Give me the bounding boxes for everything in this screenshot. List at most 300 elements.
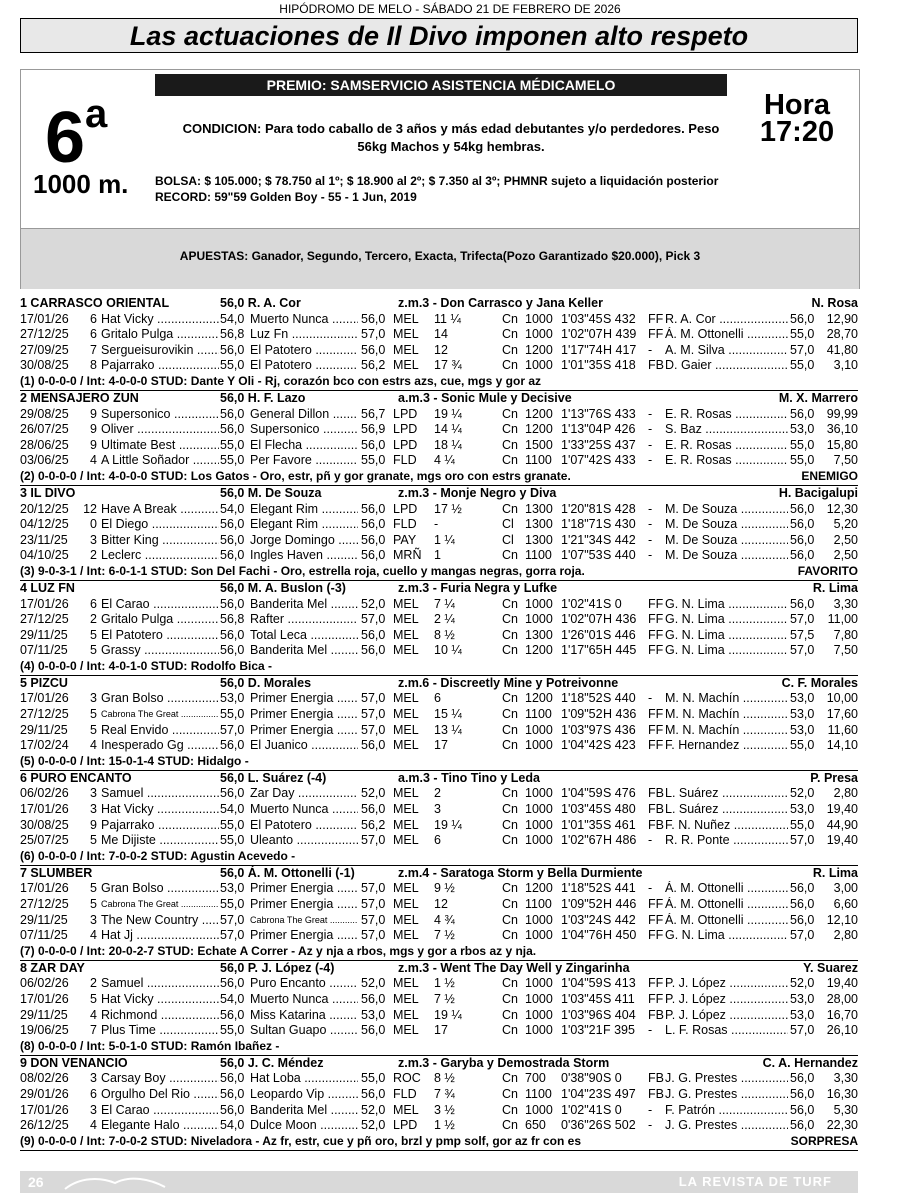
stud-info: (6) 0-0-0-0 / Int: 7-0-0-2 STUD: Agustin Acevedo -: [20, 848, 296, 863]
rider-weight: 55,0: [790, 327, 815, 342]
runner-weight: 56,0: [361, 991, 386, 1006]
rider-weight: 56,0: [790, 897, 815, 911]
shoe-weight: S 502: [603, 1118, 636, 1133]
winner-horse: Orgulho Del Rio .....: [101, 1087, 219, 1103]
winner-horse: Gritalo Pulga .....: [101, 327, 219, 343]
shoe-weight: S 411: [603, 991, 635, 1006]
flag: -: [648, 406, 653, 421]
hipodromo: LPD: [393, 1118, 418, 1133]
trainer: R. Lima: [812, 865, 858, 880]
runner-weight: 56,0: [361, 738, 386, 753]
race-date: 04/10/25: [20, 548, 69, 563]
rider-weight: 53,0: [790, 991, 815, 1006]
hipodromo: MEL: [393, 1007, 419, 1022]
margin: 19 ¼: [434, 1007, 462, 1022]
rider-weight: 55,0: [790, 358, 815, 373]
odds: 15,80: [826, 437, 858, 452]
race-time: 1'03"96: [561, 1007, 603, 1022]
rider-weight: 52,0: [790, 786, 815, 801]
flag: -: [648, 342, 653, 357]
past-race-row: [20, 802, 858, 818]
rider-weight: 56,0: [790, 881, 815, 896]
race-time: 1'09"52: [561, 707, 603, 722]
rider: G. N. Lima .....: [665, 628, 788, 644]
track-type: Cn: [502, 1102, 518, 1117]
rider-weight: 55,0: [790, 437, 815, 452]
page-header: HIPÓDROMO DE MELO - SÁBADO 21 DE FEBRERO DE 2026: [279, 2, 621, 16]
winner-weight: 55,0: [220, 1023, 245, 1038]
track-type: Cn: [502, 342, 518, 357]
track-type: Cn: [502, 548, 518, 563]
past-race-row: [20, 327, 858, 343]
race-date: 30/08/25: [20, 358, 69, 373]
race-time: 1'03"45: [561, 991, 603, 1006]
winner-weight: 56,0: [220, 532, 245, 547]
shoe-weight: S 441: [603, 881, 636, 896]
runner-up: Puro Encanto .....: [250, 976, 358, 992]
winner-weight: 53,0: [220, 691, 245, 706]
odds: 41,80: [826, 342, 858, 357]
runner-weight: 52,0: [361, 976, 386, 991]
margin: 1 ½: [434, 976, 455, 991]
runner-up: Luz Fn .....: [250, 327, 358, 343]
winner-horse: Gran Bolso .....: [101, 691, 219, 707]
runner-up: El Juanico .....: [250, 738, 358, 754]
race-distance-m: 1000: [525, 722, 553, 737]
runner-up: El Flecha .....: [250, 438, 358, 454]
race-distance-m: 1000: [525, 976, 553, 991]
rider: M. N. Machín .....: [665, 707, 788, 723]
horse-name: 7 SLUMBER: [20, 865, 93, 880]
race-time: 0'38"90: [561, 1071, 603, 1086]
track-type: Cn: [502, 802, 518, 817]
hipodromo: FLD: [393, 453, 417, 468]
hipodromo: MEL: [393, 738, 419, 753]
jockey: 56,0 J. C. Méndez: [220, 1055, 324, 1070]
shoe-weight: F 395: [603, 1023, 635, 1038]
page-footer: [20, 1171, 858, 1193]
margin: 11 ¼: [434, 311, 461, 326]
stud-info: (5) 0-0-0-0 / Int: 15-0-1-4 STUD: Hidalgo -: [20, 753, 249, 768]
finish-position: 3: [90, 1102, 97, 1117]
rider: M. N. Machín .....: [665, 723, 788, 739]
runner-up: Hat Loba .....: [250, 1071, 358, 1087]
odds: 5,30: [833, 1102, 858, 1117]
finish-position: 9: [90, 406, 97, 421]
flag: FF: [648, 311, 664, 326]
rider: F. Patrón .....: [665, 1103, 788, 1119]
margin: 12: [434, 342, 448, 357]
margin: 3 ½: [434, 1102, 455, 1117]
runner-up: Jorge Domingo .....: [250, 533, 358, 549]
odds: 7,50: [833, 453, 858, 468]
race-time: 1'02"41: [561, 1102, 603, 1117]
winner-weight: 56,0: [220, 422, 245, 437]
winner-horse: Pajarrako .....: [101, 818, 219, 834]
race-time: 1'13"04: [561, 422, 603, 437]
shoe-weight: H 439: [603, 327, 637, 342]
rider: F. Hernandez .....: [665, 738, 788, 754]
entry-header: [20, 961, 858, 977]
shoe-weight: H 417: [603, 342, 637, 357]
race-date: 27/12/25: [20, 707, 69, 722]
margin: 17 ½: [434, 501, 462, 516]
rider: D. Gaier .....: [665, 358, 788, 374]
odds: 99,99: [826, 406, 858, 421]
rider: Á. M. Ottonelli .....: [665, 327, 788, 343]
purse-record: [155, 173, 718, 205]
winner-horse: Leclerc .....: [101, 548, 219, 564]
race-date: 04/12/25: [20, 517, 69, 532]
race-date: 29/11/25: [20, 627, 68, 642]
margin: 14 ¼: [434, 422, 462, 437]
race-distance-m: 1000: [525, 738, 553, 753]
rider-weight: 53,0: [790, 722, 815, 737]
race-date: 27/12/25: [20, 612, 69, 627]
hipodromo: LPD: [393, 437, 418, 452]
breeding: z.m.3 - Don Carrasco y Jana Keller: [398, 296, 603, 310]
winner-horse: The New Country .....: [101, 913, 219, 929]
runner-weight: 56,0: [361, 643, 386, 658]
race-time: 1'04"23: [561, 1086, 603, 1101]
odds: 3,10: [833, 358, 858, 373]
runner-weight: 52,0: [361, 1102, 386, 1117]
race-time: 1'04"42: [561, 738, 603, 753]
runner-weight: 52,0: [361, 786, 386, 801]
runner-up: El Patotero .....: [250, 343, 358, 359]
hipodromo: MEL: [393, 786, 419, 801]
breeding: z.m.3 - Furia Negra y Lufke: [398, 580, 558, 595]
odds: 16,30: [826, 1086, 858, 1101]
race-distance-m: 1000: [525, 786, 553, 801]
hipodromo: MEL: [393, 1023, 419, 1038]
flag: -: [648, 501, 653, 516]
winner-weight: 54,0: [220, 802, 245, 817]
rider-weight: 53,0: [790, 691, 815, 706]
horse-name: 6 PURO ENCANTO: [20, 770, 132, 785]
rider: Á. M. Ottonelli .....: [665, 881, 788, 897]
rider: P. J. López .....: [665, 1008, 788, 1024]
track-type: Cn: [502, 453, 518, 468]
runner-up: Primer Energia .....: [250, 723, 358, 739]
runner-up: Leopardo Vip .....: [250, 1087, 358, 1103]
hipodromo: ROC: [393, 1071, 421, 1086]
finish-position: 0: [90, 517, 97, 532]
race-time: 1'01"35: [561, 358, 603, 373]
margin: 7 ½: [434, 991, 455, 1006]
winner-weight: 55,0: [220, 437, 245, 452]
past-race-row: [20, 1023, 858, 1039]
shoe-weight: S 442: [603, 532, 636, 547]
race-time: 1'02"07: [561, 612, 603, 627]
stud-line: [20, 374, 858, 391]
hipodromo: MEL: [393, 707, 419, 722]
winner-horse: Gran Bolso .....: [101, 881, 219, 897]
track-type: Cn: [502, 991, 518, 1006]
winner-horse: El Carao .....: [101, 1103, 219, 1119]
runner-weight: 56,0: [361, 501, 386, 516]
entry-header: [20, 1056, 858, 1072]
odds: 14,10: [826, 738, 858, 753]
race-date: 29/01/26: [20, 1086, 69, 1101]
runner-up: El Patotero .....: [250, 818, 358, 834]
shoe-weight: S 0: [603, 1102, 622, 1117]
flag: -: [648, 548, 653, 563]
winner-weight: 56,0: [220, 1071, 245, 1086]
entry-5: [20, 676, 858, 771]
odds: 10,00: [826, 691, 858, 706]
winner-weight: 54,0: [220, 501, 245, 516]
past-race-row: [20, 833, 858, 849]
winner-horse: Cabrona The Great .....: [101, 897, 219, 913]
odds: 2,80: [833, 786, 858, 801]
rider: P. J. López .....: [665, 992, 788, 1008]
jockey: 56,0 D. Morales: [220, 675, 312, 690]
hipodromo: MEL: [393, 327, 419, 342]
rider: S. Baz .....: [665, 422, 788, 438]
margin: 13 ¼: [434, 722, 462, 737]
shoe-weight: H 450: [603, 928, 637, 943]
race-date: 17/01/26: [20, 1102, 69, 1117]
prediction-tag: ENEMIGO: [801, 468, 858, 483]
flag: FB: [648, 802, 664, 817]
rider-weight: 56,0: [790, 517, 815, 532]
finish-position: 3: [90, 1071, 97, 1086]
shoe-weight: S 433: [603, 406, 636, 421]
rider-weight: 56,0: [790, 548, 815, 563]
race-distance-m: 1200: [525, 342, 553, 357]
race-time: 1'20"81: [561, 501, 603, 516]
odds: 12,90: [826, 311, 858, 326]
flag: -: [648, 881, 653, 896]
margin: 19 ¼: [434, 817, 462, 832]
race-distance-m: 1000: [525, 833, 553, 848]
trainer: C. F. Morales: [781, 675, 858, 690]
race-time: 1'01"35: [561, 817, 603, 832]
runner-up: General Dillon .....: [250, 407, 358, 423]
trainer: C. A. Hernandez: [762, 1055, 858, 1070]
margin: 12: [434, 897, 448, 911]
track-type: Cn: [502, 738, 518, 753]
winner-weight: 56,8: [220, 612, 245, 627]
shoe-weight: S 446: [603, 627, 636, 642]
race-distance-m: 1000: [525, 612, 553, 627]
past-race-row: [20, 1103, 858, 1119]
runner-weight: 57,0: [361, 612, 386, 627]
flag: FF: [648, 612, 664, 627]
odds: 19,40: [826, 976, 858, 991]
premio-banner: PREMIO: SAMSERVICIO ASISTENCIA MÉDICAMELO: [155, 74, 727, 96]
winner-weight: 56,0: [220, 596, 245, 611]
winner-horse: Richmond .....: [101, 1008, 219, 1024]
runner-weight: 56,9: [361, 422, 386, 437]
race-date: 06/02/26: [20, 786, 69, 801]
rider: E. R. Rosas .....: [665, 438, 788, 454]
race-time: 1'03"97: [561, 722, 603, 737]
margin: 7 ½: [434, 928, 455, 943]
race-time: 1'13"76: [561, 406, 603, 421]
margin: 8 ½: [434, 627, 455, 642]
past-race-row: [20, 976, 858, 992]
runner-up: Cabrona The Great .....: [250, 913, 358, 929]
runner-up: El Patotero .....: [250, 358, 358, 374]
runner-up: Uleanto .....: [250, 833, 358, 849]
margin: 4 ¼: [434, 453, 455, 468]
runner-weight: 57,0: [361, 707, 386, 722]
winner-weight: 56,0: [220, 786, 245, 801]
runner-weight: 55,0: [361, 453, 386, 468]
past-race-row: [20, 533, 858, 549]
runner-up: Ingles Haven .....: [250, 548, 358, 564]
hipodromo: MEL: [393, 897, 419, 911]
stud-info: (9) 0-0-0-0 / Int: 7-0-0-2 STUD: Niveladora - Az fr, estr, cue y pñ oro, brzl y pmp solf, gor az fr con es: [20, 1133, 581, 1148]
runner-up: Elegant Rim .....: [250, 502, 358, 518]
runner-up: Banderita Mel .....: [250, 643, 358, 659]
finish-position: 3: [90, 786, 97, 801]
flag: -: [648, 1118, 653, 1133]
flag: -: [648, 532, 653, 547]
race-time: Hora 17:20: [759, 89, 835, 148]
finish-position: 4: [90, 1007, 97, 1022]
stud-line: [20, 564, 858, 581]
runner-up: Primer Energia .....: [250, 881, 358, 897]
flag: FF: [648, 707, 664, 722]
winner-horse: Hat Vicky .....: [101, 992, 219, 1008]
past-race-row: [20, 723, 858, 739]
breeding: z.m.3 - Monje Negro y Diva: [398, 485, 557, 500]
rider: J. G. Prestes .....: [665, 1071, 788, 1087]
margin: 7 ¼: [434, 596, 455, 611]
past-race-row: [20, 818, 858, 834]
horse-name: 8 ZAR DAY: [20, 960, 85, 975]
finish-position: 9: [90, 422, 97, 437]
race-time: 1'17"74: [561, 342, 603, 357]
race-time: 1'21"34: [561, 532, 603, 547]
breeding: z.m.3 - Garyba y Demostrada Storm: [398, 1055, 610, 1070]
past-race-row: [20, 1071, 858, 1087]
rider: M. De Souza .....: [665, 502, 788, 518]
entries-list: [20, 296, 858, 1151]
finish-position: 4: [90, 738, 97, 753]
rider-weight: 56,0: [790, 1102, 815, 1117]
magazine-name: LA REVISTA DE TURF: [678, 1174, 832, 1189]
breeding: a.m.3 - Sonic Mule y Decisive: [398, 390, 572, 405]
odds: 16,70: [826, 1007, 858, 1022]
trainer: R. Lima: [812, 580, 858, 595]
race-date: 27/12/25: [20, 897, 69, 911]
race-date: 06/02/26: [20, 976, 69, 991]
shoe-weight: H 436: [603, 707, 637, 722]
rider: Á. M. Ottonelli .....: [665, 897, 788, 913]
rider: L. Suárez .....: [665, 802, 788, 818]
track-type: Cn: [502, 612, 518, 627]
rider: J. G. Prestes .....: [665, 1118, 788, 1134]
finish-position: 4: [90, 928, 97, 943]
winner-horse: El Patotero .....: [101, 628, 219, 644]
trainer: N. Rosa: [811, 296, 858, 310]
horse-name: 5 PIZCU: [20, 675, 68, 690]
margin: 1: [434, 548, 441, 563]
finish-position: 7: [90, 342, 97, 357]
runner-up: Total Leca .....: [250, 628, 358, 644]
entry-1: [20, 296, 858, 391]
shoe-weight: H 436: [603, 612, 637, 627]
rider: M. De Souza .....: [665, 548, 788, 564]
horse-name: 2 MENSAJERO ZUN: [20, 390, 139, 405]
winner-weight: 57,0: [220, 928, 245, 943]
hipodromo: MEL: [393, 342, 419, 357]
race-distance-m: 1200: [525, 422, 553, 437]
shoe-weight: S 413: [603, 976, 636, 991]
winner-weight: 56,8: [220, 327, 245, 342]
track-type: Cn: [502, 1086, 518, 1101]
runner-up: Miss Katarina .....: [250, 1008, 358, 1024]
finish-position: 3: [90, 912, 97, 927]
stud-info: (3) 9-0-3-1 / Int: 6-0-1-1 STUD: Son Del Fachi - Oro, estrella roja, cuello y mangas negras, gorra roja.: [20, 563, 585, 578]
hipodromo: FLD: [393, 1086, 417, 1101]
horse-name: 3 IL DIVO: [20, 485, 76, 500]
flag: FF: [648, 596, 664, 611]
jockey: 56,0 Á. M. Ottonelli (-1): [220, 865, 355, 880]
runner-up: Zar Day .....: [250, 786, 358, 802]
horse-logo-icon: [60, 1173, 170, 1191]
runner-weight: 52,0: [361, 596, 386, 611]
track-type: Cn: [502, 358, 518, 373]
flag: FB: [648, 1007, 664, 1022]
page-number: 26: [28, 1174, 44, 1190]
past-race-row: [20, 738, 858, 754]
race-time: 1'07"53: [561, 548, 603, 563]
winner-weight: 56,0: [220, 976, 245, 991]
odds: 22,30: [826, 1118, 858, 1133]
runner-weight: 56,0: [361, 1086, 386, 1101]
hipodromo: MEL: [393, 817, 419, 832]
hipodromo: MEL: [393, 311, 419, 326]
race-date: 29/11/25: [20, 1007, 68, 1022]
winner-horse: Plus Time .....: [101, 1023, 219, 1039]
race-date: 17/01/26: [20, 311, 69, 326]
race-date: 07/11/25: [20, 643, 68, 658]
finish-position: 4: [90, 1118, 97, 1133]
shoe-weight: S 0: [603, 1071, 622, 1086]
winner-weight: 56,0: [220, 1102, 245, 1117]
flag: -: [648, 691, 653, 706]
race-distance-m: 1100: [525, 453, 552, 468]
margin: 17 ¾: [434, 358, 462, 373]
shoe-weight: S 440: [603, 691, 636, 706]
rider: L. F. Rosas .....: [665, 1023, 788, 1039]
race-distance: 1000 m.: [33, 169, 129, 199]
race-time: 1'17"65: [561, 643, 603, 658]
stud-line: [20, 849, 858, 866]
winner-weight: 56,0: [220, 738, 245, 753]
track-type: Cn: [502, 437, 518, 452]
race-date: 29/08/25: [20, 406, 69, 421]
runner-weight: 53,0: [361, 1007, 386, 1022]
shoe-weight: S 497: [603, 1086, 636, 1101]
margin: 19 ¼: [434, 406, 462, 421]
winner-weight: 56,0: [220, 1007, 245, 1022]
breeding: z.m.3 - Went The Day Well y Zingarinha: [398, 960, 630, 975]
flag: FF: [648, 722, 664, 737]
past-race-row: [20, 628, 858, 644]
race-distance-m: 1200: [525, 406, 553, 421]
rider-weight: 56,0: [790, 596, 815, 611]
margin: 14: [434, 327, 448, 342]
winner-weight: 57,0: [220, 722, 245, 737]
flag: FF: [648, 643, 664, 658]
odds: 11,60: [827, 722, 858, 737]
